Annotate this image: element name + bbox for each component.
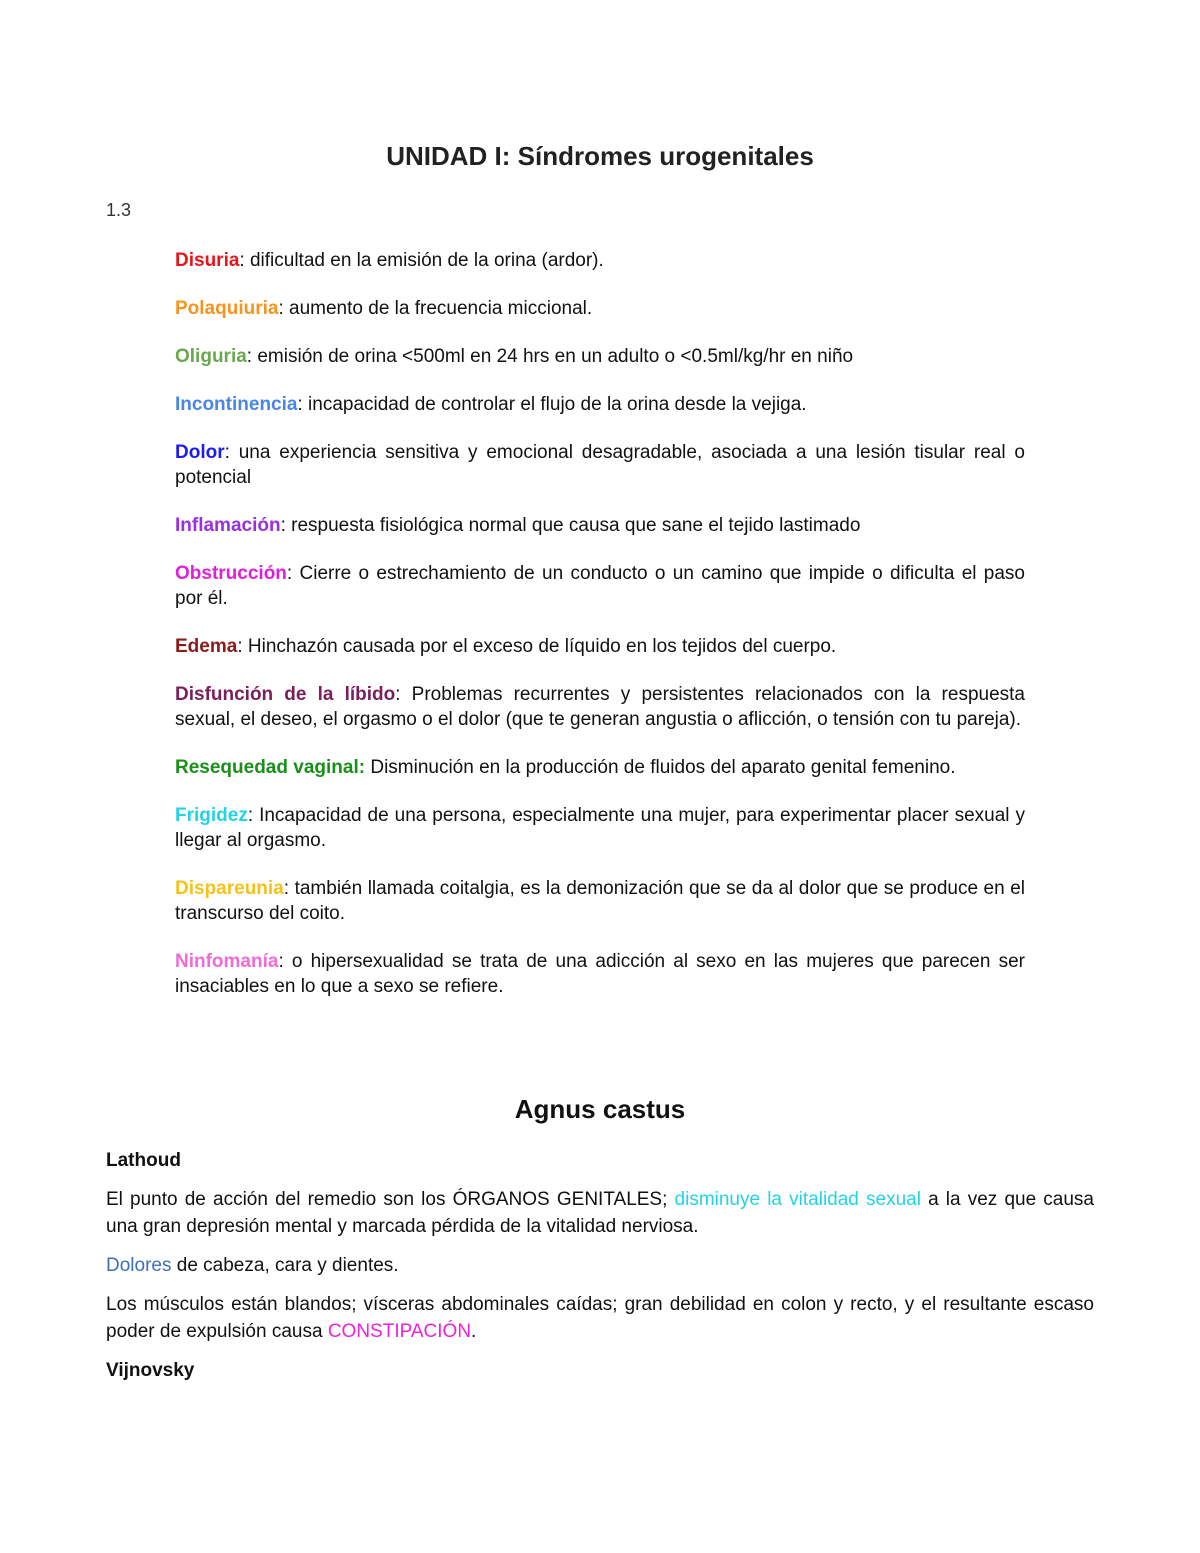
definition-term: Disfunción de la líbido — [175, 684, 396, 705]
definition-separator: : — [278, 298, 284, 319]
definition-term: Edema — [175, 636, 238, 657]
definition-term: Disuria — [175, 250, 240, 271]
page-title: UNIDAD I: Síndromes urogenitales — [386, 141, 814, 171]
definition-separator: : — [395, 684, 401, 705]
definition-item — [175, 682, 1025, 732]
definition-text: o hipersexualidad se trata de una adicción al sexo en las mujeres que parecen ser insaciables en lo que a sexo se refiere. — [175, 951, 1025, 997]
definition-text: respuesta fisiológica normal que causa que sane el tejido lastimado — [285, 515, 861, 536]
definition-separator: : — [286, 563, 293, 584]
paragraph-text: El punto de acción del remedio son los ÓRGANOS GENITALES; — [106, 1189, 675, 1210]
definition-text: también llamada coitalgia, es la demonización que se da al dolor que se produce en el transcurso del coito. — [175, 878, 1025, 924]
paragraph-musculos — [106, 1291, 1094, 1345]
definition-item — [175, 296, 1025, 321]
remedy-body — [106, 1147, 1094, 1396]
definition-item — [175, 949, 1025, 999]
highlighted-phrase: CONSTIPACIÓN — [327, 1321, 472, 1342]
definition-separator: : — [237, 636, 243, 657]
definition-text: dificultad en la emisión de la orina (ardor). — [244, 250, 604, 271]
definition-item — [175, 803, 1025, 853]
definition-item — [175, 392, 1025, 417]
definition-separator: : — [283, 878, 290, 899]
highlighted-phrase: disminuye la vitalidad sexual — [674, 1189, 921, 1210]
definition-text: Disminución en la producción de fluidos del aparato genital femenino. — [365, 757, 956, 778]
definition-item — [175, 634, 1025, 659]
definition-text: incapacidad de controlar el flujo de la orina desde la vejiga. — [302, 394, 807, 415]
definition-term: Ninfomanía — [175, 951, 279, 972]
paragraph-text: de cabeza, cara y dientes. — [171, 1255, 399, 1276]
definition-item — [175, 755, 1025, 780]
definition-separator: : — [224, 442, 230, 463]
definition-item — [175, 344, 1025, 369]
paragraph-text: . — [471, 1321, 477, 1342]
paragraph-text: Los músculos están blandos; vísceras abdominales caídas; gran debilidad en colon y recto, y el resultante escaso poder de expulsión causa — [106, 1294, 1094, 1342]
definition-text: Cierre o estrechamiento de un conducto o un camino que impide o dificulta el paso por él. — [175, 563, 1025, 609]
definition-term: Frigidez — [175, 805, 248, 826]
definition-text: emisión de orina <500ml en 24 hrs en un adulto o <0.5ml/kg/hr en niño — [252, 346, 854, 367]
definition-separator: : — [280, 515, 286, 536]
definition-term: Obstrucción — [175, 563, 287, 584]
section-number: 1.3 — [106, 200, 132, 220]
definition-term: Dolor — [175, 442, 225, 463]
definition-term: Resequedad vaginal: — [175, 757, 366, 778]
definition-text: Problemas recurrentes y persistentes relacionados con la respuesta sexual, el deseo, el orgasmo o el dolor (que te generan angustia o aflicción, o tensión con tu pareja). — [175, 684, 1025, 730]
definition-separator: : — [247, 805, 254, 826]
definition-term: Dispareunia — [175, 878, 284, 899]
definition-separator: : — [297, 394, 303, 415]
author-heading-vijnovsky: Vijnovsky — [106, 1360, 195, 1381]
paragraph-organos-genitales — [106, 1186, 1094, 1240]
definition-term: Polaquiuria — [175, 298, 279, 319]
remedy-title: Agnus castus — [514, 1094, 686, 1124]
definition-text: Hinchazón causada por el exceso de líquido en los tejidos del cuerpo. — [242, 636, 837, 657]
author-heading-lathoud: Lathoud — [106, 1150, 181, 1171]
paragraph-dolores — [106, 1252, 1094, 1279]
definition-text: una experiencia sensitiva y emocional desagradable, asociada a una lesión tisular real o potencial — [175, 442, 1025, 488]
definition-separator: : — [246, 346, 253, 367]
definition-separator: : — [278, 951, 284, 972]
paragraph-text: a la vez que causa una gran depresión mental y marcada pérdida de la vitalidad nerviosa. — [106, 1189, 1094, 1237]
definition-item — [175, 248, 1025, 273]
definition-item — [175, 513, 1025, 538]
definition-item — [175, 561, 1025, 611]
definition-term: Inflamación — [175, 515, 281, 536]
definitions-list — [175, 248, 1025, 1022]
definition-term: Incontinencia — [175, 394, 298, 415]
definition-item — [175, 440, 1025, 490]
definition-text: Incapacidad de una persona, especialmente una mujer, para experimentar placer sexual y llegar al orgasmo. — [175, 805, 1025, 851]
definition-separator: : — [239, 250, 245, 271]
highlighted-phrase: Dolores — [106, 1255, 172, 1276]
definition-text: aumento de la frecuencia miccional. — [283, 298, 593, 319]
definition-term: Oliguria — [175, 346, 247, 367]
definition-item — [175, 876, 1025, 926]
